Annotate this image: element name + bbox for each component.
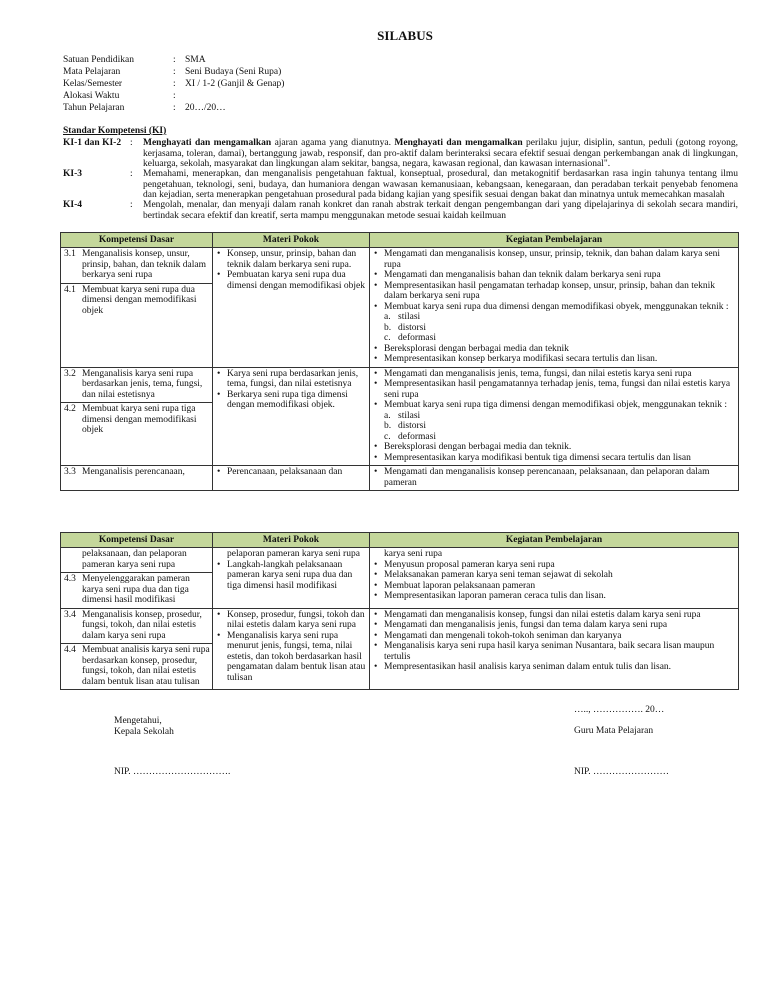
identity-block (63, 54, 463, 114)
list-item: • Mengamati dan menganalisis jenis, fungsi dan tema dalam karya seni rupa (384, 620, 736, 631)
list-item: • Mempresentasikan hasil pengamatannya terhadap jenis, tema, fungsi dan nilai estetis karya seni rupa (384, 379, 736, 400)
list-item: • Menganalisis karya seni rupa menurut jenis, fungsi, tema, nilai estetis, dan tokoh berdasarkan hasil pengamatan dalam bentuk lisan atau tulisan (227, 631, 367, 684)
ki-3: KI-3 : Memahami, menerapkan, dan menganalisis pengetahuan faktual, konseptual, prosedural, dan metakognitif berdasarkan rasa ingin tahunya tentang ilmu pengetahuan, teknologi, seni, budaya, dan humaniora dengan wawasan kemanusiaan, kebangsaan, kenegaraan, dan peradaban terkait penyebab fenomena dan kejadian, serta menerapkan pengetahuan prosedural pada bidang kajian yang spesifik sesuai dengan bakat dan minatnya untuk memecahkan masalah (63, 169, 738, 200)
materi-list (213, 368, 369, 413)
kegiatan-list (370, 560, 738, 604)
list-item: • Langkah-langkah pelaksanaan pameran karya seni rupa dua dan tiga dimensi hasil modifikasi (227, 560, 367, 592)
table-row (61, 248, 739, 368)
list-item: b. distorsi (384, 421, 426, 431)
list-item: • Menganalisis karya seni rupa hasil karya seniman Nusantara, baik secara lisan maupun tertulis (384, 641, 736, 662)
list-item: • Melaksanakan pameran karya seni teman sejawat di sekolah (384, 570, 736, 581)
list-item: • Mengamati dan menganalisis bahan dan teknik dalam berkarya seni rupa (384, 270, 736, 281)
list-item: • Mempresentasikan hasil pengamatan terhadap konsep, unsur, prinsip, bahan dan teknik dalam berkarya seni rupa (384, 281, 736, 302)
list-item: • Mempresentasikan konsep berkarya modifikasi secara tertulis dan lisan. (384, 354, 736, 365)
materi-list (213, 248, 369, 293)
list-item: • Perencanaan, pelaksanaan dan (227, 467, 367, 478)
kegiatan-list (370, 248, 738, 367)
table-row (61, 466, 739, 491)
syllabus-table-1 (60, 232, 739, 491)
list-item: • Berkarya seni rupa tiga dimensi dengan memodifikasi objek. (227, 390, 367, 411)
meta-row: Satuan Pendidikan : SMA (63, 55, 206, 65)
signature-date: ….., ……………. 20… (574, 705, 665, 715)
table-row: pelaksanaan, dan pelaporan pameran karya seni rupa 4.3 Menyelenggarakan pameran karya seni rupa dua dan tiga dimensi hasil modifikasi pelaporan pameran karya seni rupa • Langkah-langkah pelaksanaan pameran karya seni rupa dua dan tiga dimensi hasil modifikasi karya seni rupa • Menyusun proposal pameran karya seni rupa • Melaksanakan pameran karya seni teman sejawat di sekolah • Membuat laporan pelaksanaan pameran • Mempresentasikan laporan pameran ceraca tulis dan lisan. (61, 548, 739, 609)
list-item: • Mempresentasikan laporan pameran ceraca tulis dan lisan. (384, 591, 736, 602)
header-kegiatan: Kegiatan Pembelajaran (370, 233, 739, 248)
list-item: • Mengamati dan menganalisis konsep, fungsi dan nilai estetis dalam karya seni rupa (384, 610, 736, 621)
header-materi-pokok: Materi Pokok (213, 533, 370, 548)
ki-4: KI-4 : Mengolah, menalar, dan menyaji dalam ranah konkret dan ranah abstrak terkait dengan pengembangan dari yang dipelajarinya di sekolah secara mandiri, bertindak secara efektif dan kreatif, serta mampu menggunakan metode sesuai kaidah keilmuan (63, 200, 738, 221)
kegiatan-list (370, 609, 738, 675)
list-item: c. deformasi (384, 333, 436, 343)
list-item: • Bereksplorasi dengan berbagai media dan teknik. (384, 442, 736, 453)
signature-right: Guru Mata Pelajaran (574, 726, 654, 736)
header-kompetensi-dasar: Kompetensi Dasar (61, 233, 213, 248)
list-item: • Membuat laporan pelaksanaan pameran (384, 581, 736, 592)
ki-text: Menghayati dan mengamalkan ajaran agama yang dianutnya. Menghayati dan mengamalkan perilaku jujur, disiplin, santun, peduli (gotong royong, kerjasama, toleran, damai), bertanggung jawab, responsif, dan pro-aktif dalam berinteraksi secara efektif sesuai dengan perkembangan anak di lingkungan, keluarga, sekolah, masyarakat dan lingkungan alam sekitar, bangsa, negara, kawasan regional, dan kawasan internasional". (143, 138, 739, 169)
list-item: • Mengamati dan menganalisis konsep, unsur, prinsip, teknik, dan bahan dalam karya seni rupa (384, 249, 736, 270)
kegiatan-list (370, 368, 738, 466)
nip-left: NIP. …………………………. (114, 767, 231, 777)
materi-list (213, 609, 369, 686)
list-item: a. stilasi (384, 312, 421, 322)
meta-row: Mata Pelajaran : Seni Budaya (Seni Rupa) (63, 67, 282, 77)
list-item: • Membuat karya seni rupa tiga dimensi dengan memodifikasi objek, menggunakan teknik : a. stilasi b. distorsi c. deformasi (384, 400, 736, 442)
meta-row: Tahun Pelajaran : 20…/20… (63, 103, 226, 113)
kd-item: 4.1 Membuat karya seni rupa dua dimensi dengan memodifikasi objek (61, 283, 212, 319)
kd-item: 3.4 Menganalisis konsep, prosedur, fungsi, tokoh, dan nilai estetis dalam karya seni rupa (64, 609, 202, 641)
ki-label: KI-1 dan KI-2 (63, 138, 122, 148)
list-item: • Mempresentasikan hasil analisis karya seniman dalam entuk tulis dan lisan. (384, 662, 736, 673)
list-item: • Mengamati dan menganalisis jenis, tema, fungsi, dan nilai estetis karya seni rupa (384, 369, 736, 380)
signature-left: Mengetahui, Kepala Sekolah (114, 716, 174, 737)
list-item: • Menyusun proposal pameran karya seni rupa (384, 560, 736, 571)
header-kegiatan: Kegiatan Pembelajaran (370, 533, 739, 548)
list-item: • Bereksplorasi dengan berbagai media dan teknik (384, 344, 736, 355)
kd-item: 4.4 Membuat analisis karya seni rupa berdasarkan konsep, prosedur, fungsi, tokoh, dan nilai estetis dalam bentuk lisan atau tulisan (61, 643, 212, 689)
syllabus-table-2 (60, 532, 739, 690)
ki-heading: Standar Kompetensi (KI) (63, 126, 167, 136)
meta-row: Alokasi Waktu : (63, 91, 176, 101)
kd-item: 4.2 Membuat karya seni rupa tiga dimensi dengan memodifikasi objek (61, 402, 212, 438)
list-item: • Membuat karya seni rupa dua dimensi dengan memodifikasi obyek, menggunakan teknik : a. stilasi b. distorsi c. deformasi (384, 302, 736, 344)
list-item: • Pembuatan karya seni rupa dua dimensi dengan memodifikasi objek (227, 270, 367, 291)
list-item: • Mengamati dan menganalisis konsep perencanaan, pelaksanaan, dan pelaporan dalam pameran (384, 467, 736, 488)
header-kompetensi-dasar: Kompetensi Dasar (61, 533, 213, 548)
kd-item: 3.3 Menganalisis perencanaan, (64, 467, 185, 477)
list-item: a. stilasi (384, 410, 421, 421)
list-item: • Mempresentasikan karya modifikasi bentuk tiga dimensi secara tertulis dan lisan (384, 453, 736, 464)
list-item: b. distorsi (384, 322, 426, 333)
page-title: SILABUS (377, 28, 433, 43)
meta-row: Kelas/Semester : XI / 1-2 (Ganjil & Genap) (63, 79, 285, 89)
list-item: • Karya seni rupa berdasarkan jenis, tema, fungsi, dan nilai estetisnya (227, 369, 367, 390)
kd-item: 3.2 Menganalisis karya seni rupa berdasarkan jenis, tema, fungsi, dan nilai estetisnya (64, 368, 203, 400)
header-materi-pokok: Materi Pokok (213, 233, 370, 248)
list-item: c. deformasi (384, 431, 436, 442)
nip-right: NIP. …………………… (574, 767, 670, 777)
kd-item: 3.1 Menganalisis konsep, unsur, prinsip, bahan, dan teknik dalam berkarya seni rupa (64, 249, 206, 280)
table-row (61, 367, 739, 466)
kd-item: 4.3 Menyelenggarakan pameran karya seni rupa dua dan tiga dimensi hasil modifikasi (61, 572, 212, 608)
ki-1-2: KI-1 dan KI-2 : Menghayati dan mengamalkan ajaran agama yang dianutnya. Menghayati dan mengamalkan perilaku jujur, disiplin, santun, peduli (gotong royong, kerjasama, toleran, damai), bertanggung jawab, responsif, dan pro-aktif dalam berinteraksi secara efektif sesuai dengan perkembangan anak di lingkungan, keluarga, sekolah, masyarakat dan lingkungan alam sekitar, bangsa, negara, kawasan regional, dan kawasan internasional". (63, 138, 739, 169)
list-item: • Konsep, prosedur, fungsi, tokoh dan nilai estetis dalam karya seni rupa (227, 610, 367, 631)
list-item: • Mengamati dan mengenali tokoh-tokoh seniman dan karyanya (384, 631, 736, 642)
table-row (61, 608, 739, 690)
list-item: • Konsep, unsur, prinsip, bahan dan teknik dalam berkarya seni rupa. (227, 249, 367, 270)
